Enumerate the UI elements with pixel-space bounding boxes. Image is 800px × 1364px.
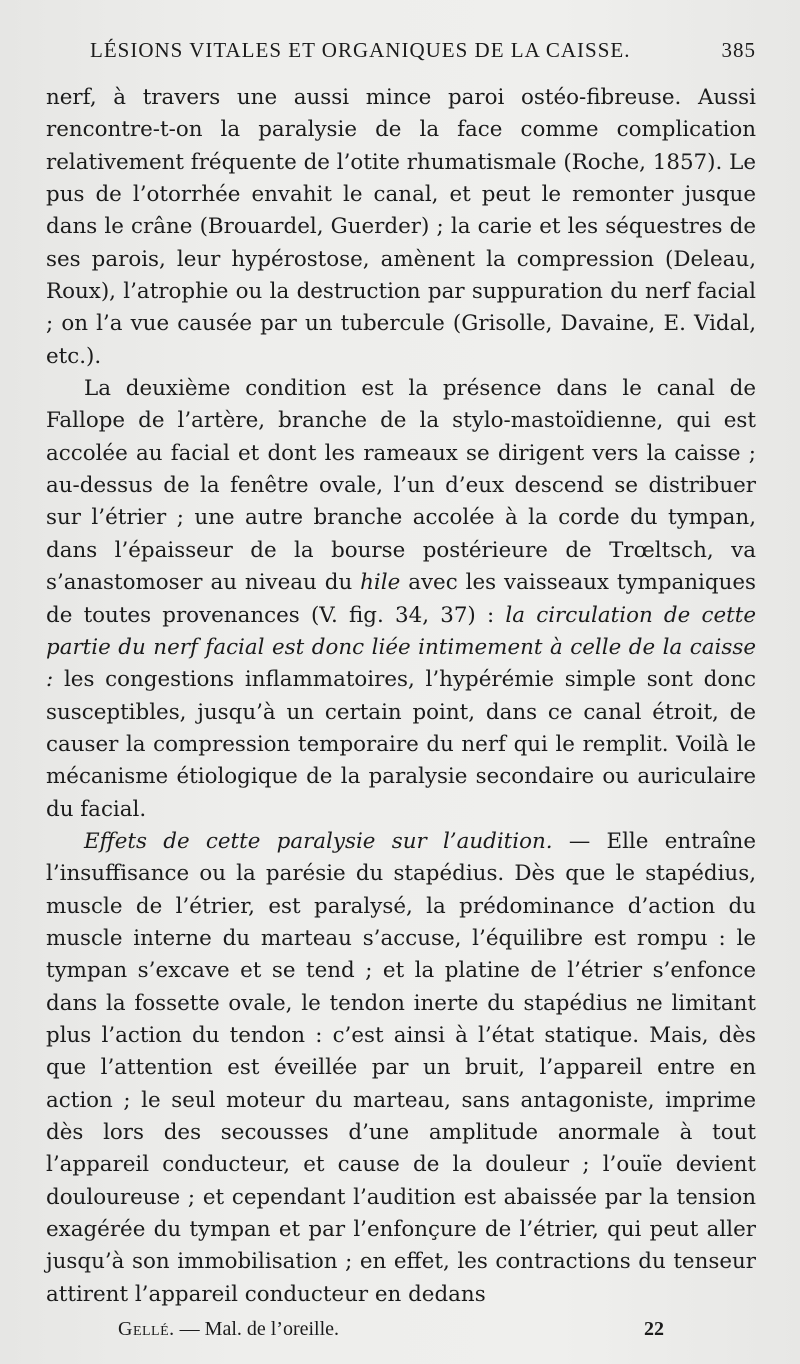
paragraph-2-start: La deuxième condition est la présence dans le canal de Fallope de l’artère, branche de la stylo-mastoïdienne, qui est accolée au facial et dont les rameaux se dirigent vers la caisse ; au-dessus de la fenêtre ovale, l’un d’eux descend se distribuer sur l’étrier ; une autre branche accolée à la corde du tympan, dans l’épaisseur de la bourse postérieure de Trœltsch, va s’anastomoser au niveau du — [46, 376, 756, 596]
paragraph-1 — [46, 82, 756, 373]
footer-author: Gellé. — [118, 1318, 175, 1340]
paragraph-3 — [46, 826, 756, 1311]
sheet-number: 22 — [644, 1318, 664, 1340]
paragraph-1-text: nerf, à travers une aussi mince paroi ostéo-fibreuse. Aussi rencontre-t-on la paralysie de la face comme complication relativement fréquente de l’otite rhumatismale (Roche, 1857). Le pus de l’otorrhée envahit le canal, et peut le remonter jusque dans le crâne (Brouardel, Guerder) ; la carie et les séquestres de ses parois, leur hypérostose, amènent la compression (Deleau, Roux), l’atrophie ou la destruction par suppuration du nerf facial ; on l’a vue causée par un tubercule (Grisolle, Davaine, E. Vidal, etc.). — [46, 85, 756, 369]
paragraph-2-hile: hile — [360, 570, 401, 596]
footer-work: — Mal. de l’oreille. — [179, 1318, 340, 1340]
section-heading: Effets de cette paralysie sur l’audition. — [84, 828, 553, 854]
paragraph-2-mid: avec les vaisseaux tympaniques de toutes provenances (V. fig. 34, 37) : — [46, 570, 756, 628]
paragraph-2-end: les congestions inflammatoires, l’hypérémie simple sont donc susceptibles, jusqu’à un certain point, dans ce canal étroit, de causer la compression temporaire du nerf qui le remplit. Voilà le mécanisme étiologique de la paralysie secondaire ou auriculaire du facial. — [46, 667, 756, 822]
body-text — [46, 82, 756, 1311]
running-title: LÉSIONS VITALES ET ORGANIQUES DE LA CAISSE. — [90, 38, 631, 62]
footer-signature — [118, 1318, 339, 1341]
running-header — [46, 38, 760, 70]
page-number: 385 — [721, 38, 756, 62]
page-footer — [46, 1318, 760, 1348]
paragraph-3-text: — Elle entraîne l’insuffisance ou la parésie du stapédius. Dès que le stapédius, muscle de l’étrier, est paralysé, la prédominance d’action du muscle interne du marteau s’accuse, l’équilibre est rompu : le tympan s’excave et se tend ; et la platine de l’étrier s’enfonce dans la fossette ovale, le tendon inerte du stapédius ne limitant plus l’action du tendon : c’est ainsi à l’état statique. Mais, dès que l’attention est éveillée par un bruit, l’appareil entre en action ; le seul moteur du marteau, sans antagoniste, imprime dès lors des secousses d’une amplitude anormale à tout l’appareil conducteur, et cause de la douleur ; l’ouïe devient douloureuse ; et cependant l’audition est abaissée par la tension exagérée du tympan et par l’enfonçure de l’étrier, qui peut aller jusqu’à son immobilisation ; en effet, les contractions du tenseur attirent l’appareil conducteur en dedans — [46, 828, 756, 1307]
paragraph-2-italic: la circulation de cette partie du nerf facial est donc liée intimement à celle de la caisse : — [46, 602, 756, 693]
paragraph-2 — [46, 373, 756, 826]
